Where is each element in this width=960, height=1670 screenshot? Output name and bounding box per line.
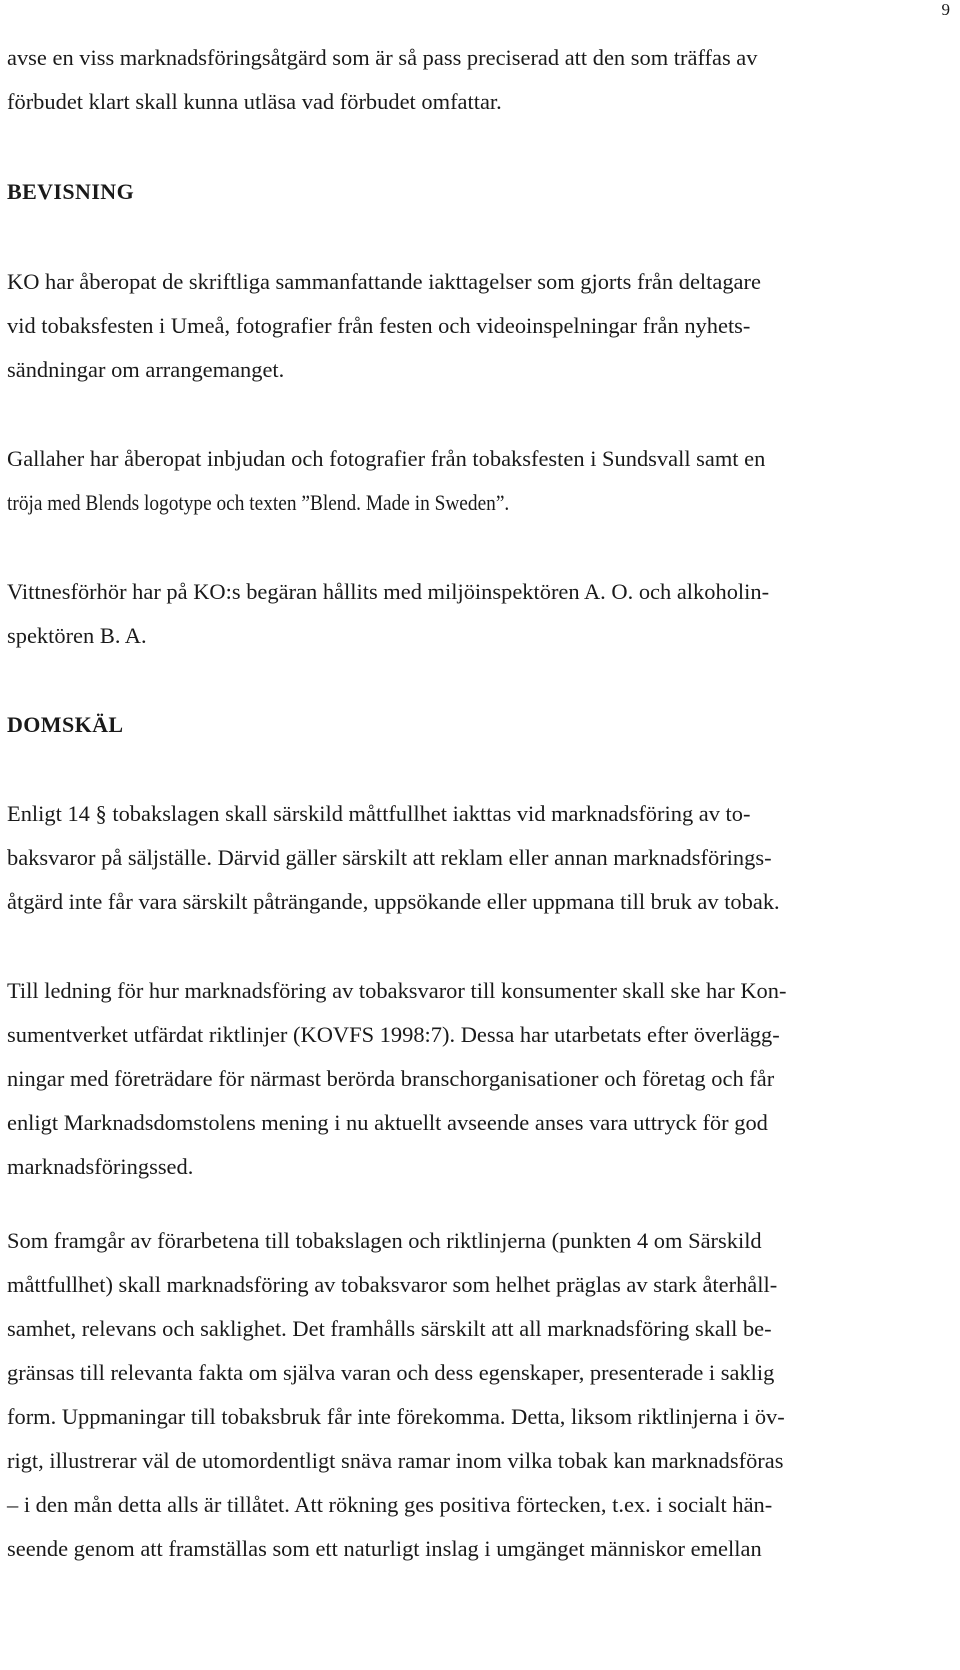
paragraph-line: vid tobaksfesten i Umeå, fotografier från festen och videoinspelningar från nyhets- xyxy=(7,313,751,338)
paragraph-line: sändningar om arrangemanget. xyxy=(7,357,285,382)
paragraph-line: marknadsföringssed. xyxy=(7,1154,194,1179)
paragraph-line: Vittnesförhör har på KO:s begäran hållits med miljöinspektören A. O. och alkoholin- xyxy=(7,579,770,604)
paragraph-line: tröja med Blends logotype och texten ”Blend. Made in Sweden”. xyxy=(7,490,510,515)
paragraph-line: Till ledning för hur marknadsföring av tobaksvaror till konsumenter skall ske har Kon- xyxy=(7,978,787,1003)
paragraph-line: rigt, illustrerar väl de utomordentligt snäva ramar inom vilka tobak kan marknadsföras xyxy=(7,1448,784,1473)
page-number: 9 xyxy=(941,0,950,19)
paragraph-line: förbudet klart skall kunna utläsa vad förbudet omfattar. xyxy=(7,89,502,114)
paragraph-line: sumentverket utfärdat riktlinjer (KOVFS 1998:7). Dessa har utarbetats efter överlägg- xyxy=(7,1022,780,1047)
paragraph-line: KO har åberopat de skriftliga sammanfattande iakttagelser som gjorts från deltagare xyxy=(7,269,761,294)
paragraph-line: samhet, relevans och saklighet. Det framhålls särskilt att all marknadsföring skall be- xyxy=(7,1316,772,1341)
paragraph-line: baksvaror på säljställe. Därvid gäller särskilt att reklam eller annan marknadsförings- xyxy=(7,845,772,870)
paragraph-line: måttfullhet) skall marknadsföring av tobaksvaror som helhet präglas av stark återhåll- xyxy=(7,1272,778,1297)
section-heading: BEVISNING xyxy=(7,179,135,204)
paragraph-line: gränsas till relevanta fakta om själva varan och dess egenskaper, presenterade i saklig xyxy=(7,1360,775,1385)
paragraph-line: seende genom att framställas som ett naturligt inslag i umgänget människor emellan xyxy=(7,1536,762,1561)
paragraph-line: avse en viss marknadsföringsåtgärd som är så pass preciserad att den som träffas av xyxy=(7,45,758,70)
paragraph-line: spektören B. A. xyxy=(7,623,147,648)
section-heading: DOMSKÄL xyxy=(7,712,124,737)
paragraph-line: ningar med företrädare för närmast berörda branschorganisationer och företag och får xyxy=(7,1066,775,1091)
paragraph-line: form. Uppmaningar till tobaksbruk får inte förekomma. Detta, liksom riktlinjerna i öv- xyxy=(7,1404,785,1429)
paragraph-line: Som framgår av förarbetena till tobakslagen och riktlinjerna (punkten 4 om Särskild xyxy=(7,1228,762,1253)
paragraph-line: – i den mån detta alls är tillåtet. Att rökning ges positiva förtecken, t.ex. i socialt hän- xyxy=(7,1492,773,1517)
paragraph-line: åtgärd inte får vara särskilt påträngande, uppsökande eller uppmana till bruk av tobak. xyxy=(7,889,780,914)
paragraph-line: Gallaher har åberopat inbjudan och fotografier från tobaksfesten i Sundsvall samt en xyxy=(7,446,766,471)
paragraph-line: Enligt 14 § tobakslagen skall särskild måttfullhet iakttas vid marknadsföring av to- xyxy=(7,801,751,826)
paragraph-line: enligt Marknadsdomstolens mening i nu aktuellt avseende anses vara uttryck för god xyxy=(7,1110,768,1135)
